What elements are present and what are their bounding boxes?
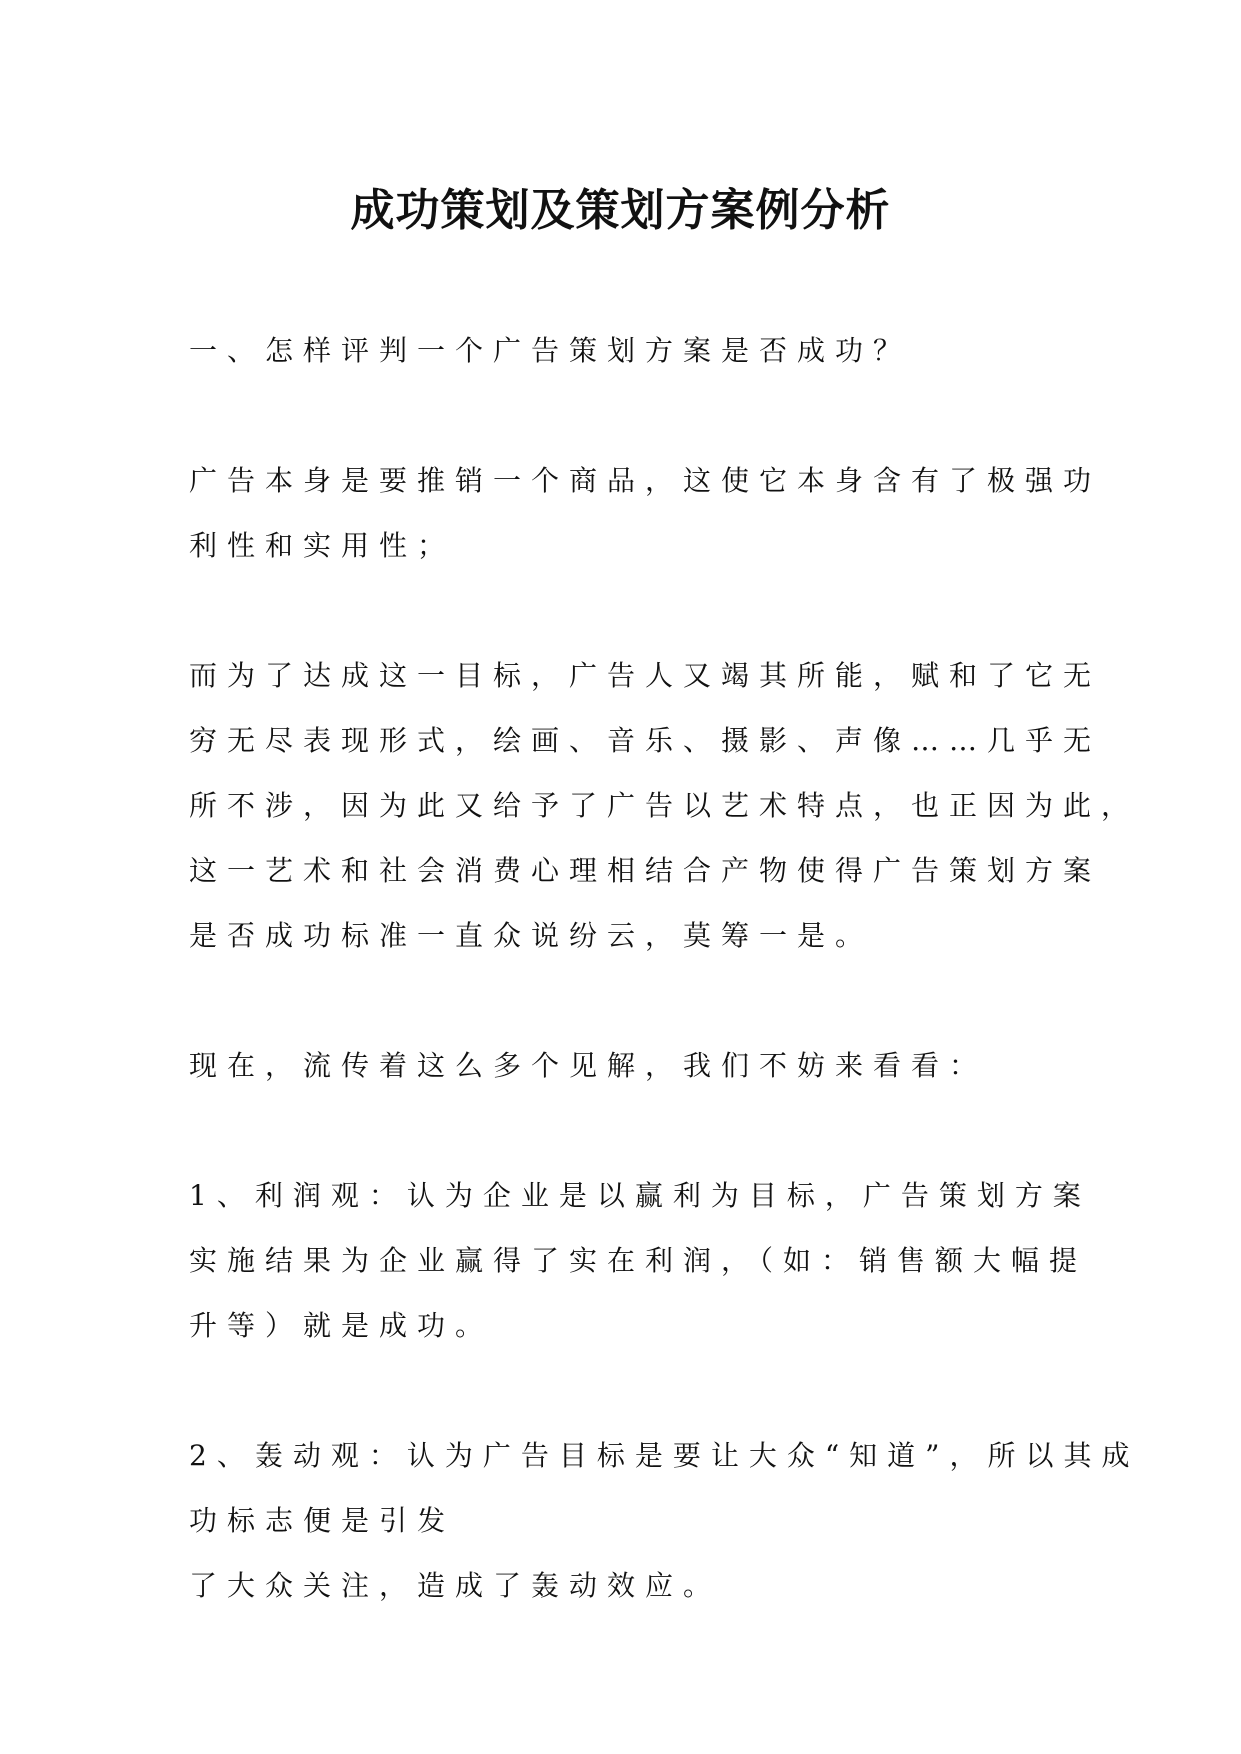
paragraph-advertising-purpose bbox=[189, 448, 1102, 578]
text-line: 了大众关注，造成了轰动效应。 bbox=[189, 1569, 722, 1602]
text-line: 穷无尽表现形式，绘画、音乐、摄影、声像……几乎无 bbox=[189, 724, 1102, 757]
text-line: 是否成功标准一直众说纷云，莫筹一是。 bbox=[189, 919, 874, 952]
text-line: 而为了达成这一目标，广告人又竭其所能，赋和了它无 bbox=[189, 659, 1102, 692]
text-line: 2、轰动观：认为广告目标是要让大众“知道”，所以其成 bbox=[189, 1439, 1140, 1472]
text-line: 一、怎样评判一个广告策划方案是否成功？ bbox=[189, 334, 912, 367]
document-body bbox=[189, 318, 1140, 1618]
paragraph-sensation-view bbox=[189, 1423, 1140, 1618]
text-line: 功标志便是引发 bbox=[189, 1504, 456, 1537]
text-line: 这一艺术和社会消费心理相结合产物使得广告策划方案 bbox=[189, 854, 1102, 887]
paragraph-question bbox=[189, 318, 1049, 383]
text-line: 实施结果为企业赢得了实在利润，（如：销售额大幅提 bbox=[189, 1244, 1088, 1277]
text-line: 所不涉，因为此又给予了广告以艺术特点，也正因为此， bbox=[189, 789, 1140, 822]
text-line: 利性和实用性； bbox=[189, 529, 456, 562]
document-title: 成功策划及策划方案例分析 bbox=[350, 185, 891, 237]
paragraph-profit-view bbox=[189, 1163, 1091, 1358]
text-line: 1、利润观：认为企业是以赢利为目标，广告策划方案 bbox=[189, 1179, 1091, 1212]
paragraph-art-and-consumption bbox=[189, 643, 1140, 968]
text-line: 升等）就是成功。 bbox=[189, 1309, 494, 1342]
paragraph-views-intro bbox=[189, 1033, 1049, 1098]
text-line: 现在，流传着这么多个见解，我们不妨来看看： bbox=[189, 1049, 988, 1082]
text-line: 广告本身是要推销一个商品，这使它本身含有了极强功 bbox=[189, 464, 1102, 497]
